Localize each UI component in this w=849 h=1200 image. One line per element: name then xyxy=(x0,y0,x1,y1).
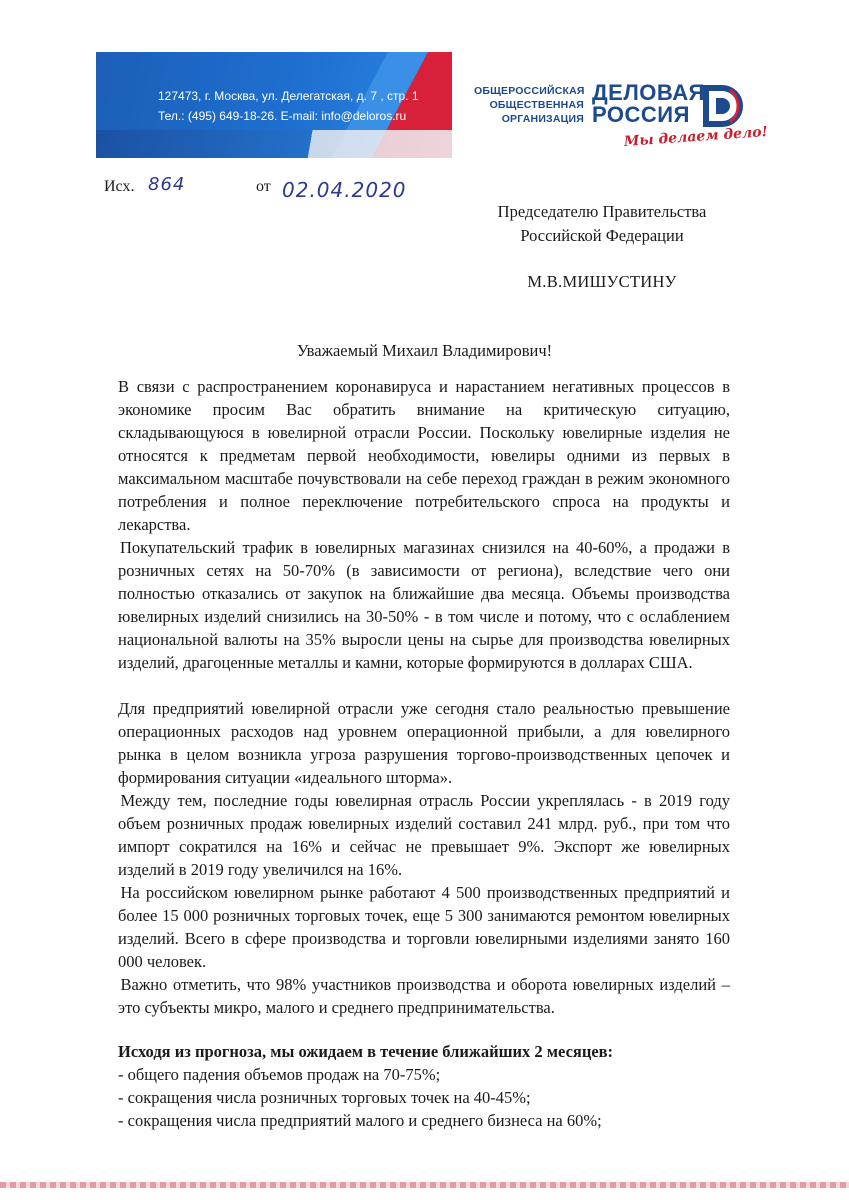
contacts-line: Тел.: (495) 649-18-26. E-mail: info@deloros.ru xyxy=(158,109,407,123)
letterhead-address xyxy=(158,86,419,126)
list-item: - общего падения объемов продаж на 70-75%; xyxy=(118,1065,441,1084)
logo-d-icon xyxy=(700,84,746,128)
paragraph: Между тем, последние годы ювелирная отрасль России укреплялась - в 2019 году объем розничных продаж ювелирных изделий составил 241 млрд. руб., при том что импорт сократился на 16% и сейчас не превышает 9%. Экспорт же ювелирных изделий в 2019 году увеличился на 16%. xyxy=(118,791,730,879)
list-item: - сокращения числа предприятий малого и среднего бизнеса на 60%; xyxy=(118,1111,602,1130)
paragraph: На российском ювелирном рынке работают 4 500 производственных предприятий и более 15 000 розничных торговых точек, еще 5 300 занимаются ремонтом ювелирных изделий. Всего в сфере производства и торговли ювелирными изделиями занято 160 000 человек. xyxy=(118,883,730,971)
addressee xyxy=(472,200,732,248)
letterhead-banner xyxy=(96,52,452,158)
paragraph: Покупательский трафик в ювелирных магазинах снизился на 40-60%, а продажи в розничных сетях на 50-70% (в зависимости от региона), вследствие чего они полностью отказались от закупок на ближайшие два месяца. Объемы производства ювелирных изделий снизились на 30-50% - в том числе и потому, что с ослаблением национальной валюты на 35% выросли цены на сырье для производства ювелирных изделий, драгоценные металлы и камни, которые формируются в долларах США. xyxy=(118,538,730,672)
list-item: - сокращения числа розничных торговых точек на 40-45%; xyxy=(118,1088,531,1107)
organization-logo xyxy=(474,82,774,172)
brand-line: РОССИЯ xyxy=(592,102,690,127)
brand-name xyxy=(592,82,705,126)
page-bottom-border xyxy=(0,1182,849,1188)
banner-lower-band xyxy=(96,130,452,158)
address-line: 127473, г. Москва, ул. Делегатская, д. 7 , стр. 1 xyxy=(158,89,419,103)
date-label: от xyxy=(256,178,271,195)
paragraph: Важно отметить, что 98% участников производства и оборота ювелирных изделий – это субъекты микро, малого и среднего предпринимательства. xyxy=(118,975,730,1017)
letter-body xyxy=(118,375,730,1132)
org-line: ОРГАНИЗАЦИЯ xyxy=(501,113,584,125)
addressee-organization: Российской Федерации xyxy=(520,226,684,245)
forecast-heading: Исходя из прогноза, мы ожидаем в течение ближайших 2 месяцев: xyxy=(118,1042,614,1061)
org-line: ОБЩЕРОССИЙСКАЯ xyxy=(474,85,585,97)
salutation: Уважаемый Михаил Владимирович! xyxy=(296,341,553,360)
org-type xyxy=(474,84,584,126)
outgoing-date: 02.04.2020 xyxy=(282,178,407,202)
paragraph: В связи с распространением коронавируса и нарастанием негативных процессов в экономике просим Вас обратить внимание на критическую ситуацию, складывающуюся в ювелирной отрасли России. Поскольку ювелирные изделия не относятся к предметам первой необходимости, ювелиры одними из первых в максимальном масштабе почувствовали на себе переход граждан в режим экономного потребления и полное переключение потребительского спроса на продукты и лекарства. xyxy=(118,377,730,534)
slogan: Мы делаем дело! xyxy=(623,123,769,150)
brand-line: ДЕЛОВАЯ xyxy=(592,80,705,105)
outgoing-label: Исх. xyxy=(104,178,135,195)
paragraph: Для предприятий ювелирной отрасли уже сегодня стало реальностью превышение операционных расходов над уровнем операционной прибыли, а для ювелирного рынка в целом возникла угроза разрушения торгово-производственных цепочек и формирования ситуации «идеального шторма». xyxy=(118,699,730,787)
recipient-name: М.В.МИШУСТИНУ xyxy=(527,272,677,291)
addressee-position: Председателю Правительства xyxy=(497,202,707,221)
org-line: ОБЩЕСТВЕННАЯ xyxy=(489,99,584,111)
outgoing-number: 864 xyxy=(148,174,186,195)
